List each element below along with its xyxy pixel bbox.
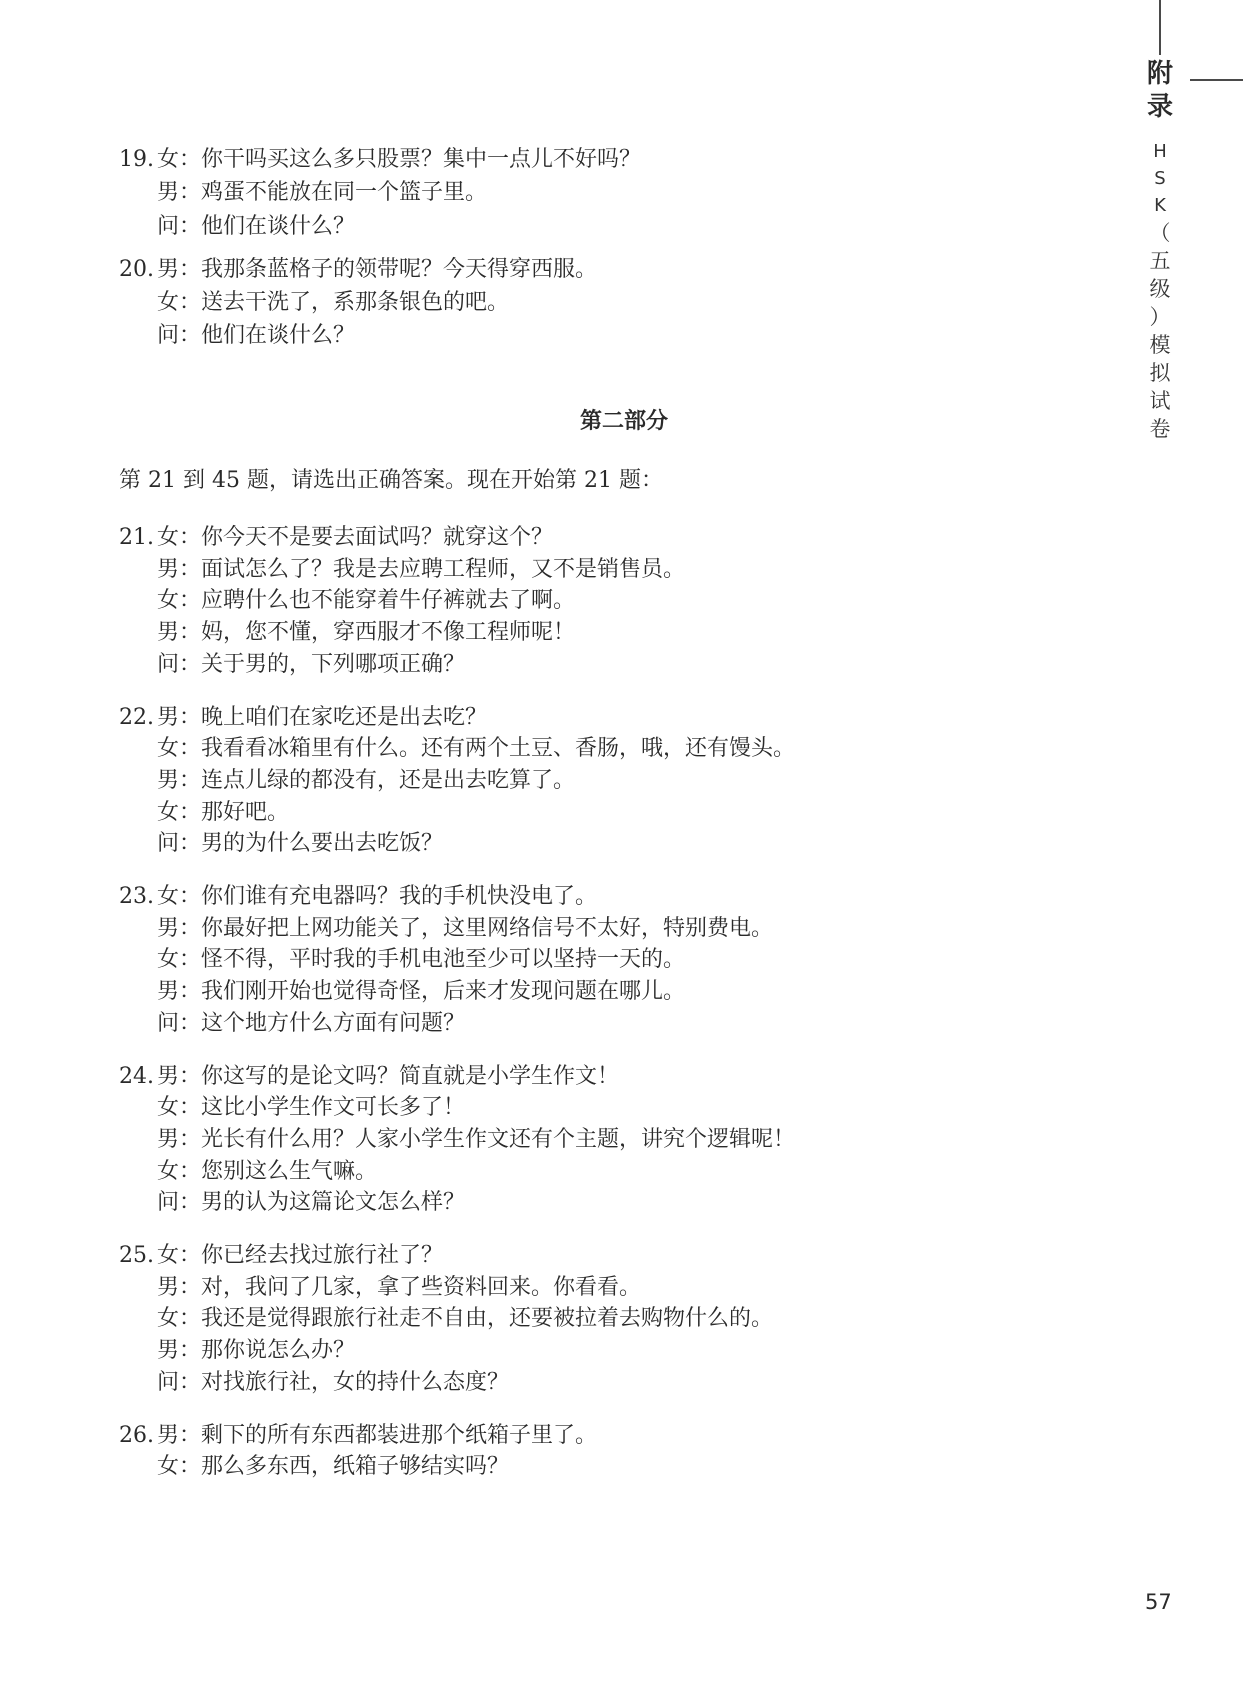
- dialogue-line: 男：你最好把上网功能关了，这里网络信号不太好，特别费电。: [157, 915, 774, 941]
- dialogue-item: [119, 522, 1129, 681]
- item-number: 26.: [119, 1422, 154, 1448]
- dialogue-item: [119, 143, 1129, 243]
- dialogue-line: 问：男的为什么要出去吃饭？: [157, 831, 444, 857]
- dialogue-line: 女：你已经去找过旅行社了？: [157, 1243, 444, 1269]
- dialogue-item: [119, 1420, 1129, 1483]
- section-title: 第二部分: [579, 409, 668, 434]
- side-tab-sub-char: ）: [1149, 305, 1171, 329]
- dialogue-item: [119, 881, 1129, 1040]
- side-tab-subtitle: [1145, 138, 1175, 443]
- dialogue-line: 问：这个地方什么方面有问题？: [157, 1010, 466, 1036]
- dialogue-line: 男：面试怎么了？我是去应聘工程师，又不是销售员。: [157, 556, 686, 582]
- dialogue-line: 女：你们谁有充电器吗？我的手机快没电了。: [157, 884, 598, 910]
- dialogue-line: 男：妈，您不懂，穿西服才不像工程师呢！: [157, 620, 576, 646]
- side-tab-sub-char: 拟: [1149, 361, 1171, 385]
- dialogue-line: 问：对找旅行社，女的持什么态度？: [157, 1369, 510, 1395]
- section-instruction: 第 21 到 45 题，请选出正确答案。现在开始第 21 题：: [119, 468, 663, 493]
- item-number: 19.: [119, 147, 154, 172]
- side-tab-sub-char: H: [1153, 141, 1167, 162]
- item-number: 22.: [119, 704, 154, 730]
- dialogue-line: 女：那么多东西，纸箱子够结实吗？: [157, 1454, 510, 1480]
- item-number: 24.: [119, 1063, 154, 1089]
- page-number: 57: [1145, 1590, 1172, 1614]
- dialogue-line: 男：剩下的所有东西都装进那个纸箱子里了。: [157, 1422, 598, 1448]
- dialogue-line: 男：我们刚开始也觉得奇怪，后来才发现问题在哪儿。: [157, 979, 686, 1005]
- dialogue-line: 女：这比小学生作文可长多了！: [157, 1095, 466, 1121]
- dialogue-line: 女：您别这么生气嘛。: [157, 1158, 378, 1184]
- side-tab-title-char: 录: [1146, 92, 1173, 122]
- side-tab-sub-char: 模: [1149, 333, 1171, 357]
- dialogue-line: 女：送去干洗了，系那条银色的吧。: [157, 290, 510, 316]
- dialogue-line: 男：光长有什么用？人家小学生作文还有个主题，讲究个逻辑呢！: [157, 1126, 796, 1152]
- item-number: 23.: [119, 884, 154, 910]
- side-tab-line-horizontal: [1190, 79, 1243, 81]
- dialogue-line: 问：他们在谈什么？: [157, 213, 356, 239]
- part2-dialogues: [119, 522, 1129, 1504]
- side-tab-sub-char: 五: [1149, 249, 1171, 273]
- dialogue-line: 问：关于男的，下列哪项正确？: [157, 651, 466, 677]
- dialogue-line: 男：鸡蛋不能放在同一个篮子里。: [157, 180, 488, 206]
- dialogue-line: 问：男的认为这篇论文怎么样？: [157, 1190, 466, 1216]
- dialogue-line: 女：那好吧。: [157, 799, 290, 825]
- item-number: 21.: [119, 525, 154, 550]
- part1-dialogues: [119, 143, 1129, 363]
- dialogue-line: 问：他们在谈什么？: [157, 323, 356, 349]
- item-number: 25.: [119, 1243, 154, 1269]
- dialogue-line: 女：我还是觉得跟旅行社走不自由，还要被拉着去购物什么的。: [157, 1306, 774, 1332]
- dialogue-line: 男：连点儿绿的都没有，还是出去吃算了。: [157, 767, 576, 793]
- item-number: 20.: [119, 256, 154, 282]
- side-tab-line-vertical: [1159, 0, 1161, 55]
- dialogue-item: [119, 1240, 1129, 1399]
- dialogue-line: 女：怪不得，平时我的手机电池至少可以坚持一天的。: [157, 947, 686, 973]
- side-tab-sub-char: 级: [1149, 277, 1171, 301]
- side-tab-sub-char: 卷: [1149, 417, 1171, 441]
- side-tab-title: [1143, 58, 1177, 124]
- dialogue-line: 男：对，我问了几家，拿了些资料回来。你看看。: [157, 1274, 642, 1300]
- dialogue-item: [119, 253, 1129, 353]
- dialogue-line: 女：应聘什么也不能穿着牛仔裤就去了啊。: [157, 588, 576, 614]
- side-tab-sub-char: K: [1154, 195, 1166, 216]
- dialogue-line: 女：你干吗买这么多只股票？集中一点儿不好吗？: [157, 147, 642, 172]
- dialogue-line: 男：晚上咱们在家吃还是出去吃？: [157, 704, 488, 730]
- dialogue-line: 男：我那条蓝格子的领带呢？今天得穿西服。: [157, 256, 598, 282]
- side-tab-sub-char: S: [1154, 168, 1166, 189]
- dialogue-line: 女：你今天不是要去面试吗？就穿这个？: [157, 525, 554, 550]
- dialogue-line: 女：我看看冰箱里有什么。还有两个土豆、香肠，哦，还有馒头。: [157, 736, 796, 762]
- dialogue-item: [119, 702, 1129, 861]
- dialogue-item: [119, 1061, 1129, 1220]
- side-tab-sub-char: （: [1149, 221, 1171, 245]
- dialogue-line: 男：你这写的是论文吗？简直就是小学生作文！: [157, 1063, 620, 1089]
- dialogue-line: 男：那你说怎么办？: [157, 1338, 356, 1364]
- side-tab-sub-char: 试: [1149, 389, 1171, 413]
- side-tab-title-char: 附: [1146, 59, 1173, 89]
